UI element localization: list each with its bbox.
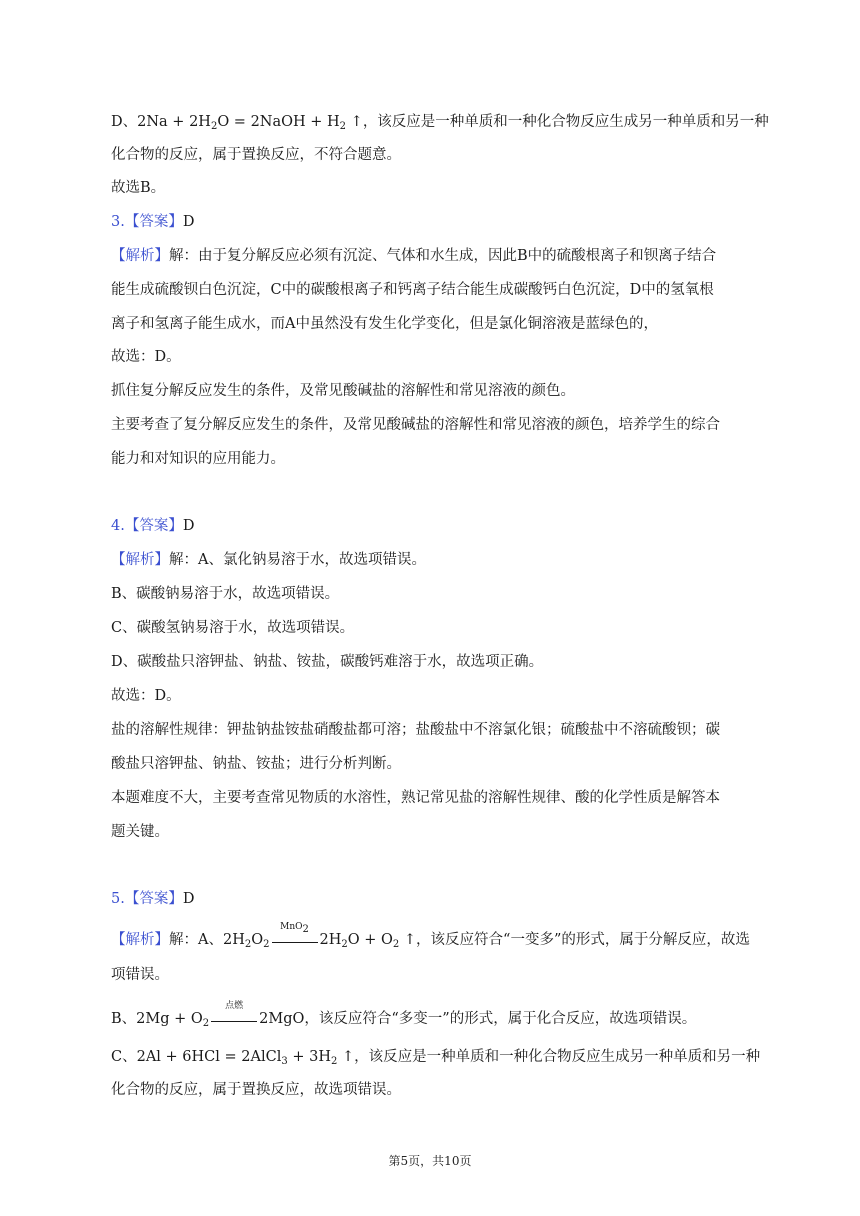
question-number: 5.: [111, 891, 125, 907]
q3-analysis: [111, 246, 776, 266]
text: D、: [111, 114, 138, 130]
text: B、: [111, 1011, 137, 1027]
equation: 2Al + 6HCl = 2AlCl$_3$ + $3H_2$ ↑: [136, 1049, 355, 1067]
q5-line-b: 项错误。: [111, 967, 169, 983]
q5-line-e: 化合物的反应，属于置换反应，故选项错误。: [111, 1082, 401, 1098]
analysis-tag: 【解析】: [111, 932, 169, 948]
reaction-condition: MnO$_2$: [272, 930, 318, 950]
equation: $2H_2O_2$ MnO$_2$ $2H_2O + O_2$ ↑: [222, 922, 417, 950]
page-footer: 第5页，共10页: [388, 1154, 472, 1168]
line-1: [111, 112, 776, 132]
q5-analysis: [111, 922, 776, 950]
question-number: 4.: [111, 518, 125, 534]
q3-line-e: 抓住复分解反应发生的条件，及常见酸碱盐的溶解性和常见溶液的颜色。: [111, 383, 575, 399]
reaction-condition: 点燃: [211, 1009, 257, 1029]
answer-value: D: [182, 214, 195, 230]
q4-line-i: 题关键。: [111, 824, 169, 840]
q5-answer: [111, 889, 776, 909]
analysis-tag: 【解析】: [111, 552, 169, 568]
text: ，该反应符合“多变一”的形式，属于化合反应，故选项错误。: [304, 1011, 697, 1027]
q3-line-c: 离子和氢离子能生成水，而A中虽然没有发生化学变化，但是氯化铜溶液是蓝绿色的，: [111, 316, 658, 332]
q4-analysis: [111, 550, 776, 570]
text: ，该反应是一种单质和一种化合物反应生成另一种单质和另一种: [354, 1049, 761, 1065]
q3-line-g: 能力和对知识的应用能力。: [111, 451, 285, 467]
q4-line-e: 故选：D。: [111, 688, 181, 704]
answer-tag: 【答案】: [124, 891, 183, 907]
q5-line-c: [111, 1001, 776, 1029]
q3-line-d: 故选：D。: [111, 349, 181, 365]
question-number: 3.: [111, 214, 125, 230]
q4-line-c: C、碳酸氢钠易溶于水，故选项错误。: [111, 620, 355, 636]
text: ，该反应是一种单质和一种化合物反应生成另一种单质和另一种: [362, 114, 769, 130]
line-3: 故选B。: [111, 180, 166, 196]
q4-answer: [111, 516, 776, 536]
q4-line-b: B、碳酸钠易溶于水，故选项错误。: [111, 586, 340, 602]
text: 解：A、: [169, 932, 223, 948]
q3-line-f: 主要考查了复分解反应发生的条件，及常见酸碱盐的溶解性和常见溶液的颜色，培养学生的综合: [111, 417, 720, 433]
q4-line-d: D、碳酸盐只溶钾盐、钠盐、铵盐，碳酸钙难溶于水，故选项正确。: [111, 654, 544, 670]
answer-tag: 【答案】: [124, 518, 183, 534]
equation: $2Na + 2H_2O$ = 2NaOH + $H_2$ ↑: [137, 114, 363, 132]
text: 解：A、氯化钠易溶于水，故选项错误。: [169, 552, 426, 568]
answer-tag: 【答案】: [124, 214, 183, 230]
q4-line-f: 盐的溶解性规律：钾盐钠盐铵盐硝酸盐都可溶；盐酸盐中不溶氯化银；硫酸盐中不溶硫酸钡；碳: [111, 722, 720, 738]
answer-value: D: [182, 891, 195, 907]
equation: $2Mg + O_2$ 点燃 2MgO: [136, 1001, 305, 1029]
text: ，该反应符合“一变多”的形式，属于分解反应，故选: [416, 932, 750, 948]
q4-line-h: 本题难度不大，主要考查常见物质的水溶性，熟记常见盐的溶解性规律、酸的化学性质是解答本: [111, 790, 720, 806]
text: C、: [111, 1049, 137, 1065]
answer-value: D: [182, 518, 195, 534]
q4-line-g: 酸盐只溶钾盐、钠盐、铵盐；进行分析判断。: [111, 756, 401, 772]
text: 解：由于复分解反应必须有沉淀、气体和水生成，因此B中的硫酸根离子和钡离子结合: [169, 248, 717, 264]
analysis-tag: 【解析】: [111, 248, 169, 264]
q3-line-b: 能生成硫酸钡白色沉淀，C中的碳酸根离子和钙离子结合能生成碳酸钙白色沉淀，D中的氢氧根: [111, 282, 714, 298]
q3-answer: [111, 212, 776, 232]
line-2: 化合物的反应，属于置换反应，不符合题意。: [111, 147, 401, 163]
q5-line-d: [111, 1047, 776, 1067]
